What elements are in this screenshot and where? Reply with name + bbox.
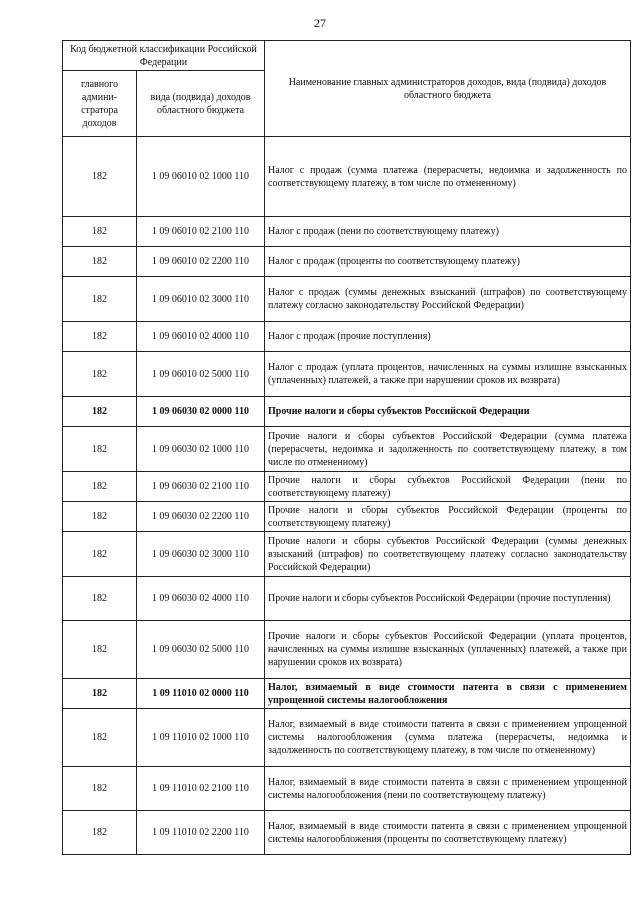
table-row — [63, 811, 631, 855]
revenue-code-cell: 1 09 06030 02 3000 110 — [137, 532, 265, 577]
revenue-name-cell: Налог с продаж (пени по соответствующему платежу) — [265, 217, 631, 247]
revenue-name-cell: Прочие налоги и сборы субъектов Российской Федерации (прочие поступления) — [265, 577, 631, 621]
revenue-code-cell: 1 09 11010 02 0000 110 — [137, 679, 265, 709]
revenue-table — [62, 40, 631, 855]
revenue-name-cell: Налог с продаж (суммы денежных взысканий (штрафов) по соответствующему платежу согласно законодательству Российской Федерации) — [265, 277, 631, 322]
table-row — [63, 679, 631, 709]
revenue-code-cell: 1 09 06010 02 2200 110 — [137, 247, 265, 277]
revenue-code-cell: 1 09 06030 02 0000 110 — [137, 397, 265, 427]
admin-code-cell: 182 — [63, 472, 137, 502]
revenue-name-cell: Налог с продаж (уплата процентов, начисленных на суммы излишне взысканных (уплаченных) платежей, а также при нарушении сроков их возврата) — [265, 352, 631, 397]
table-row — [63, 137, 631, 217]
revenue-name-cell: Налог, взимаемый в виде стоимости патента в связи с применением упрощенной системы налогообложения — [265, 679, 631, 709]
table-row — [63, 277, 631, 322]
table-row — [63, 767, 631, 811]
revenue-name-cell: Прочие налоги и сборы субъектов Российской Федерации (сумма платежа (перерасчеты, недоимка и задолженность по соответствующему платежу, в том числе по отмененному) — [265, 427, 631, 472]
revenue-name-cell: Налог, взимаемый в виде стоимости патента в связи с применением упрощенной системы налогообложения (проценты по соответствующему платежу) — [265, 811, 631, 855]
table-row — [63, 217, 631, 247]
revenue-code-cell: 1 09 06030 02 5000 110 — [137, 621, 265, 679]
revenue-code-cell: 1 09 06010 02 5000 110 — [137, 352, 265, 397]
revenue-name-cell: Прочие налоги и сборы субъектов Российской Федерации (уплата процентов, начисленных на суммы излишне взысканных (уплаченных) платежей, а также при нарушении сроков их возврата) — [265, 621, 631, 679]
page-number: 27 — [314, 16, 326, 30]
revenue-name-cell: Налог с продаж (проценты по соответствующему платежу) — [265, 247, 631, 277]
revenue-name-cell: Прочие налоги и сборы субъектов Российской Федерации (проценты по соответствующему платежу) — [265, 502, 631, 532]
admin-code-cell: 182 — [63, 352, 137, 397]
admin-code-cell: 182 — [63, 532, 137, 577]
revenue-name-cell: Налог с продаж (прочие поступления) — [265, 322, 631, 352]
admin-code-cell: 182 — [63, 322, 137, 352]
table-row — [63, 621, 631, 679]
admin-col-header: главного админи- стратора доходов — [63, 71, 137, 137]
admin-code-cell: 182 — [63, 679, 137, 709]
revenue-code-cell: 1 09 06030 02 2100 110 — [137, 472, 265, 502]
revenue-code-cell: 1 09 06010 02 3000 110 — [137, 277, 265, 322]
admin-code-cell: 182 — [63, 767, 137, 811]
revenue-name-cell: Налог с продаж (сумма платежа (перерасчеты, недоимка и задолженность по соответствующему платежу, в том числе по отмененному) — [265, 137, 631, 217]
table-row — [63, 472, 631, 502]
revenue-code-cell: 1 09 06030 02 2200 110 — [137, 502, 265, 532]
table-row — [63, 322, 631, 352]
admin-code-cell: 182 — [63, 217, 137, 247]
kbk-header: Код бюджетной классификации Российской Федерации — [63, 41, 265, 71]
table-row — [63, 397, 631, 427]
table-row — [63, 532, 631, 577]
revenue-code-cell: 1 09 06030 02 4000 110 — [137, 577, 265, 621]
admin-code-cell: 182 — [63, 811, 137, 855]
revenue-name-cell: Налог, взимаемый в виде стоимости патента в связи с применением упрощенной системы налогообложения (пени по соответствующему платежу) — [265, 767, 631, 811]
table-row — [63, 577, 631, 621]
header-row-top — [63, 41, 631, 71]
admin-code-cell: 182 — [63, 277, 137, 322]
revenue-name-cell: Налог, взимаемый в виде стоимости патента в связи с применением упрощенной системы налогообложения (сумма платежа (перерасчеты, недоимка и задолженность по соответствующему платежу, в том числе по отмененному) — [265, 709, 631, 767]
table-row — [63, 709, 631, 767]
table-row — [63, 502, 631, 532]
revenue-code-cell: 1 09 06010 02 4000 110 — [137, 322, 265, 352]
revenue-name-cell: Прочие налоги и сборы субъектов Российской Федерации (пени по соответствующему платежу) — [265, 472, 631, 502]
name-header: Наименование главных администраторов доходов, вида (подвида) доходов областного бюджета — [265, 41, 631, 137]
table-row — [63, 427, 631, 472]
admin-code-cell: 182 — [63, 247, 137, 277]
table-row — [63, 247, 631, 277]
admin-code-cell: 182 — [63, 577, 137, 621]
admin-code-cell: 182 — [63, 709, 137, 767]
admin-code-cell: 182 — [63, 502, 137, 532]
revenue-code-cell: 1 09 06030 02 1000 110 — [137, 427, 265, 472]
revenue-code-cell: 1 09 11010 02 2100 110 — [137, 767, 265, 811]
admin-code-cell: 182 — [63, 427, 137, 472]
admin-code-cell: 182 — [63, 621, 137, 679]
admin-code-cell: 182 — [63, 397, 137, 427]
revenue-code-cell: 1 09 06010 02 1000 110 — [137, 137, 265, 217]
kind-col-header: вида (подвида) доходов областного бюджета — [137, 71, 265, 137]
revenue-code-cell: 1 09 11010 02 2200 110 — [137, 811, 265, 855]
revenue-name-cell: Прочие налоги и сборы субъектов Российской Федерации (суммы денежных взысканий (штрафов) по соответствующему платежу согласно законодательству Российской Федерации) — [265, 532, 631, 577]
admin-code-cell: 182 — [63, 137, 137, 217]
revenue-code-cell: 1 09 06010 02 2100 110 — [137, 217, 265, 247]
revenue-code-cell: 1 09 11010 02 1000 110 — [137, 709, 265, 767]
table-row — [63, 352, 631, 397]
revenue-name-cell: Прочие налоги и сборы субъектов Российской Федерации — [265, 397, 631, 427]
